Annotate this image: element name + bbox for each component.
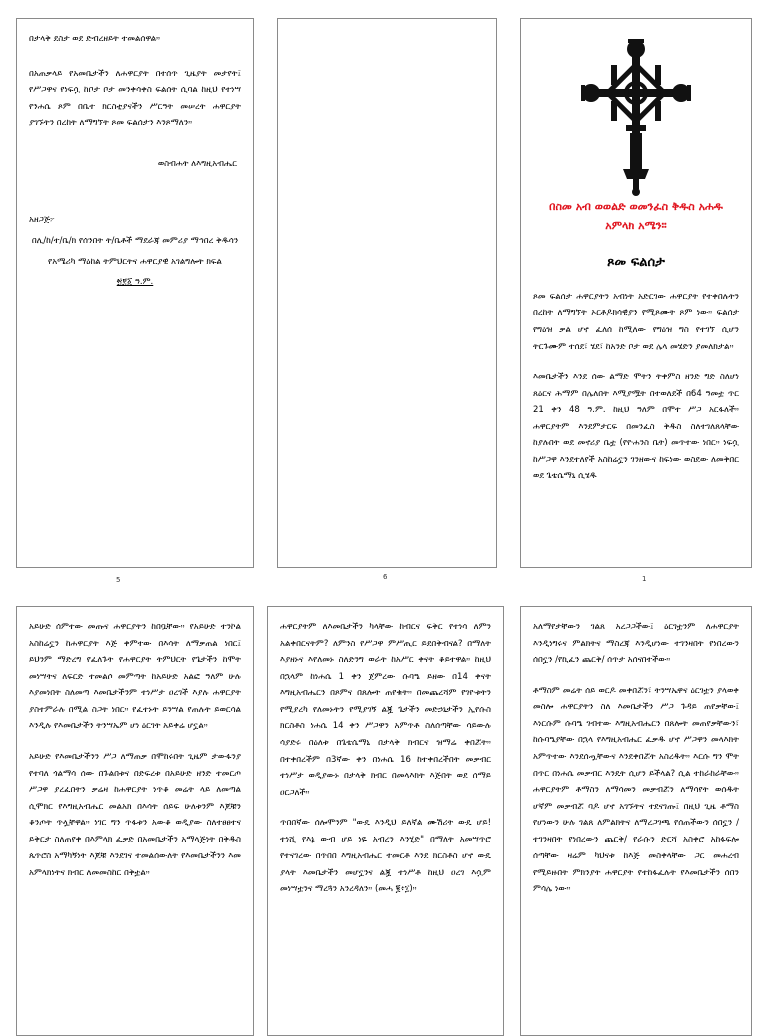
- page-5-signature: ወስብሐት ለእግዚአብሔር: [157, 158, 237, 169]
- page-5-credits: [29, 212, 241, 290]
- page-4-panel: [520, 606, 752, 1036]
- cross-graphic: [581, 37, 691, 197]
- page-6-panel: [277, 18, 497, 568]
- page-5-prepared-label: አዘጋጅ፦: [29, 215, 55, 226]
- page-5-intro: በታላቅ ደስታ ወደ ድብረዘይት ተመልሰዋል።: [29, 34, 161, 44]
- page-1-panel: [520, 18, 752, 568]
- page-4-paragraph-2: ቶማስም መሬት ሰይ ወርዶ መቀበሯን፣ ትንሣኤዋና ዕርገቷን ያላወቀ መስሎ ሐዋርያትን ስለ እመቤታችን ሥጋ ጉዳይ ጠየቃቸው፤ እነርሱም ሱባዔ ገብተው እግዚአብሔርን በጸሎት መጠየቃቸውን፣ ከሱባዔያቸው በኋላ የእግዚአብሔር ፈቃዱ ሆኖ ሥጋዋን መላእክት አምጥተው እንደሰጧቸውና እንደቀበሯት አስረዱት። እርሱ ግን ሞት በጥር በነሐሴ መቃብር እንዴት ሲሆን ይችላል? ሲል ተከራከራቸው። ሐዋርያትም ቶማስን ለማሳመን መቃብሯን ለማሳየት ወሰዱት ሆኛም መቃብሯ ባዶ ሆኖ አገኙትና ተደናገጡ፤ በዚህ ጊዜ ቶማስ የሆነውን ሁሉ ገልጸ ለምልክትና ለማረጋገጫ የሰጠችውን ሰበኗን /ተገንዛበት የነበረውን ጨርቅ/ የራሱን ድርሻ አስቀሮ አከፋፍሎ ሰጣቸው ዛሬም ካህናቱ ከእጅ መስቀላቸው ጋር መሐረብ የሚይዙበት ምክንያት ሐዋርያት የተከፋፈሉት የእመቤታችን ሰበን ምሳሌ ነው።: [533, 685, 739, 895]
- page-4-paragraph-1: አለማየታቸውን ገልጸ አረጋጋችው፤ ዕርገቷንም ለሐዋርያት እንዲነግሩና ምልክትና ማስረጃ እንዲሆነው ተገንዛበት የነበረውን ሰበኗን /የኪፈን ጨርቅ/ ሰጥታ አሰናበተችው።: [533, 622, 739, 666]
- page-3-paragraph-2: ጥበበኛው ሰሎሞንም "ውዴ እንዲህ ይለኛል ሙሽሪት ውዴ ሆይ! ተነሺ የእኔ ውብ ሆይ ነዬ አብረን እንሂድ" በማለት አመሣጥሮ የተናገረው በጥበበ እግዚአብሔር ተመርቶ እንደ ክርስቶስ ሆኖ ውዴ ያላት እመቤታችን መሆኗንና ልጇ ተነሥቶ ከዚህ ዐረገ እሷም መነሣቷንና ማረጓን አንረዳለን። (መሓ ፪፥፲)።: [280, 818, 491, 895]
- page-2-paragraph-2: አይሁድ የእመቤታችንን ሥጋ ለማጠቃ በሞከሩበት ጊዜም ታውፋንያ የተባለ ጎልማሳ ሰው በጉልበቱና በድፍረቱ በአይሁድ ዘንድ ተመርጦ ሥጋዋ ያረፈበትን ቃሬዛ ከሐዋርያት ነጥቆ መሬት ላይ ለመጣል ሲሞክር የእግዚአብሔር መልአክ በእሳት ሰይፍ ሁለቱንም እጆቹን ቆንጦት ጥሏቸዋል። ነገር ግን ጥፋቱን አውቆ ወዲያው ስለተፀፀተና ይቅርታ ስለጠየቀ በእምላክ ፈቃድ በአመቤታችን አማላጅነት በቅዱስ ጴጥሮስ አማካኝነት እጆቹ እንደገና ተመልሰውለት የእመቤታችንን እመ አምላክነትና ክብር ለመመስከር በቅቷል።: [29, 751, 241, 878]
- page-1-paragraph-1: ጾመ ፍልሰታ ሐዋርያትን አብነት አድርገው ሐዋርያት የተቀበሉትን በረከት ለማግኘት ኦርቶዶክሳዊያን የሚጾሙት ጾም ነው። ፍልሰታ የግዕዝ ቃል ሆኖ ፈለሰ ከሚለው የግዕዝ ግስ የተገኘ ሲሆን ትርጉሙም ተሰደ፣ ሄደ፣ ከአንድ ቦታ ወደ ሌላ መሄድን ያመለክታል።: [533, 291, 739, 352]
- page-3-panel: [267, 606, 504, 1036]
- page-2-paragraph-1: አይሁድ ሰምተው መጡና ሐዋርያትን ከበቧቸው። የአይሁድ ተንኮል አስከሬኗን ከሐዋርያት እጅ ቀምተው በእሳት ለማቃጠል ነበር፤ ይህንም ማድረግ የፈለጉት የሐዋርያት ትምህርት የጌታችን ከሞት መነሣትና ለፍርድ ተመልሶ መምጣት ከአይሁድ አልፎ ዓለም ሁሉ እያመነበት ስለመጣ እመቤታችንም ተነሥታ ዐረገች እያሉ ሐዋርያት ያስተምራሉ በሚል ስጋት ነበር። የፈተኑት ይንሣል የጠሉት ይወርሳል እንዲሉ የእመቤታችን ትንሣኤም ሆነ ዕርገት አይቀሬ ሆኗል።: [29, 622, 241, 732]
- ethiopian-cross-icon: [533, 37, 739, 197]
- page-number-1: 1: [642, 575, 647, 583]
- page-5-paragraph-1: በአጠቃላይ የአመቤታችን ለሐዋርያት በተሰጥ ጊዜያት መታየት፤ የሥጋዋና የነፍሷ ከቦታ ቦታ መንቀሳቀስ ፍልሰት ሲባል ከዚህ የተነሣ የንሐሴ ጾም በቤተ ክርስቲያናችን ሥርዓት መሠረት ሐዋርያት ያገኙትን በረከት ለማግኘት ጾመ ፍልሰታን እንጾማለን።: [29, 68, 241, 129]
- page-number-5: 5: [116, 576, 121, 584]
- page-1-title: ጾመ ፍልሰታ: [607, 254, 665, 270]
- page-5-panel: [16, 18, 254, 568]
- page-1-blessing: በስመ አብ ወወልድ ወመንፈስ ቅዱስ አሐዱ አምላክ አሜን።: [549, 200, 723, 233]
- page-1-paragraph-2: እመቤታችን እንደ ሰው ልማድ ሞትን ትቀምስ ዘንድ ግድ ስለሆነ ጸዕርና ሕማም በሌለበት እሚያሟት በተወለደች በ64 ዓመቷ ጥር 21 ቀን 48 ዓ.ም. ከዚህ ዓለም በሞተ ሥጋ አርፋለች። ሐዋርያትም እንደምታርፍ በመንፈስ ቅዱስ ስለተገለጸላቸው ከያሉበት ወደ መኖሪያ ቤቷ (የዮሐንስ ቤት) መጥተው ነበር። ነፍሷ ከሥጋዋ እንደተለየች አስከሬኗን ገንዘውና ከፍነው ወስደው ለመቅበር ወደ ጌቴሴማኒ ሲሄዱ: [533, 372, 739, 482]
- page-5-prepared-line-2: የአሜሪካ ማዕከል ትምህርትና ሐዋርያዊ አገልግሎት ክፍል: [48, 256, 222, 267]
- page-2-panel: [16, 606, 254, 1036]
- page-5-prepared-line-1: በሊ/ከ/ተ/ቤ/ክ የሰንበት ት/ቤቶች ማደራጃ መምሪያ ማኅበረ ቅዱሳን: [31, 235, 239, 246]
- page-number-6: 6: [383, 573, 388, 581]
- page-3-paragraph-1: ሐዋርያትም ለእመቤታችን ካላቸው ከብርና ፍቅር የተነሳ ለምን አልቀበርናትም? ለምንስ የሥጋዋ ምሥጢር ይደበቅብናል? በማለት እያዘኑና እየለመኑ ስለድንግ ወራት ከአሥር ቀናት ቆይተዋል። ከዚህ በኋላም ከነሐሴ 1 ቀን ጀምረው ሱባዔ ይዘው በ14 ቀናት እግዚአብሔርን በጾምና በጸሎት ጠየቁት። በመጨረሻም የገዮቱትን የሚያረካ የለመኑትን የሚያገኝ ልጇ ጌታችን መድኃኒታችን ኢየሱስ ክርስቶስ ነሐሴ 14 ቀን ሥጋዋን አምጥቶ ስለሰጣቸው ሳይውሉ ሳያድሩ በዕለቱ በጌቴሴማኒ በታላቅ ክብርና ዝማሬ ቀበሯት። በተቀበረችም በ3ኛው ቀን በነሐሴ 16 ከተቀበረችበት መቃብር ተነሥታ ወዲያውኑ በታላቅ ክብር በመላእክት እጅበት ወደ ሰማይ ዐርጋለች።: [280, 622, 491, 798]
- page-5-year: ፳፻፩ ዓ.ም.: [116, 277, 154, 288]
